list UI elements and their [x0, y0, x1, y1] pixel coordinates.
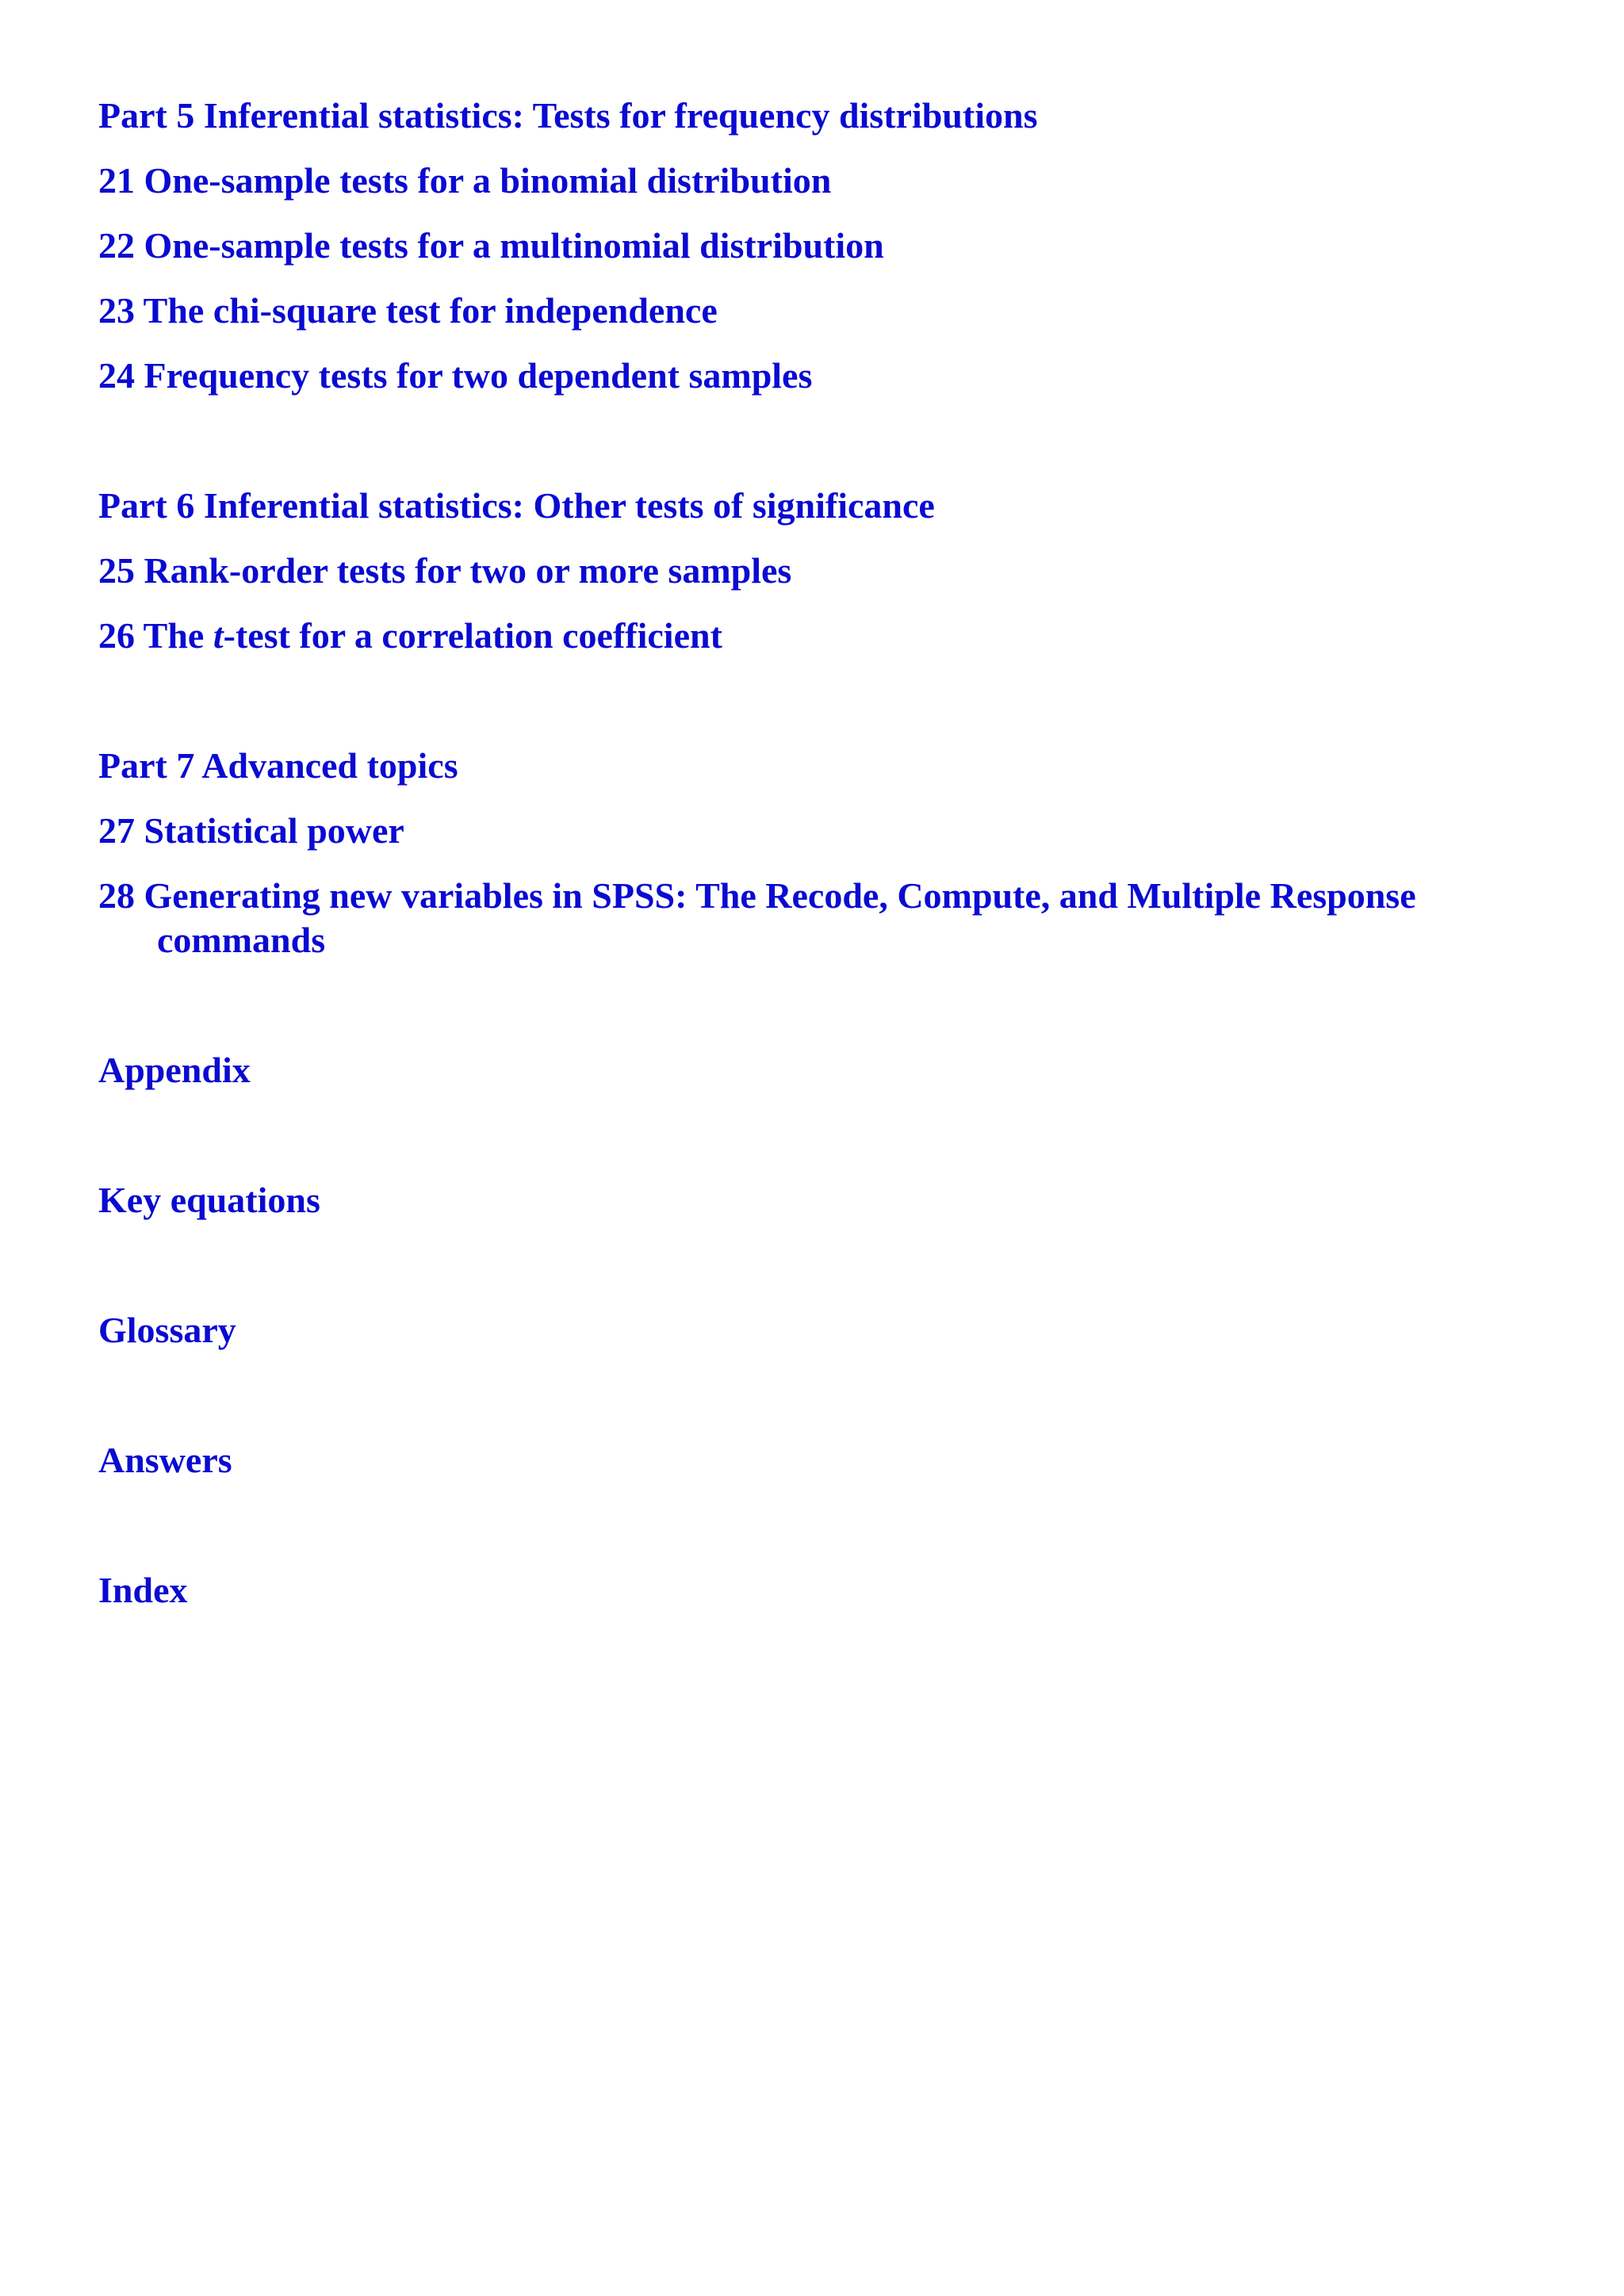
chapter-24-link[interactable]: 24 Frequency tests for two dependent samples [98, 355, 813, 396]
key-equations-link[interactable]: Key equations [98, 1180, 320, 1220]
table-of-contents [98, 94, 1557, 1633]
part-7-heading-link[interactable]: Part 7 Advanced topics [98, 745, 458, 786]
index-link[interactable]: Index [98, 1570, 188, 1610]
chapter-26-suffix: -test for a correlation coefficient [223, 615, 722, 656]
chapter-25-link[interactable]: 25 Rank-order tests for two or more samples [98, 550, 792, 591]
chapter-26-prefix: 26 The [98, 615, 213, 656]
part-5-heading-link[interactable]: Part 5 Inferential statistics: Tests for frequency distributions [98, 95, 1038, 136]
chapter-26-italic-t: t [213, 615, 224, 656]
glossary-link[interactable]: Glossary [98, 1310, 236, 1350]
chapter-28-link[interactable]: 28 Generating new variables in SPSS: The Recode, Compute, and Multiple Response commands [98, 875, 1416, 960]
appendix-link[interactable]: Appendix [98, 1050, 251, 1090]
part-6-heading-link[interactable]: Part 6 Inferential statistics: Other tests of significance [98, 485, 935, 526]
chapter-27-link[interactable]: 27 Statistical power [98, 810, 404, 851]
chapter-22-link[interactable]: 22 One-sample tests for a multinomial distribution [98, 225, 884, 266]
chapter-26-link[interactable] [98, 614, 1557, 658]
answers-link[interactable]: Answers [98, 1440, 232, 1480]
chapter-21-link[interactable]: 21 One-sample tests for a binomial distribution [98, 160, 832, 201]
chapter-23-link[interactable]: 23 The chi-square test for independence [98, 290, 718, 331]
